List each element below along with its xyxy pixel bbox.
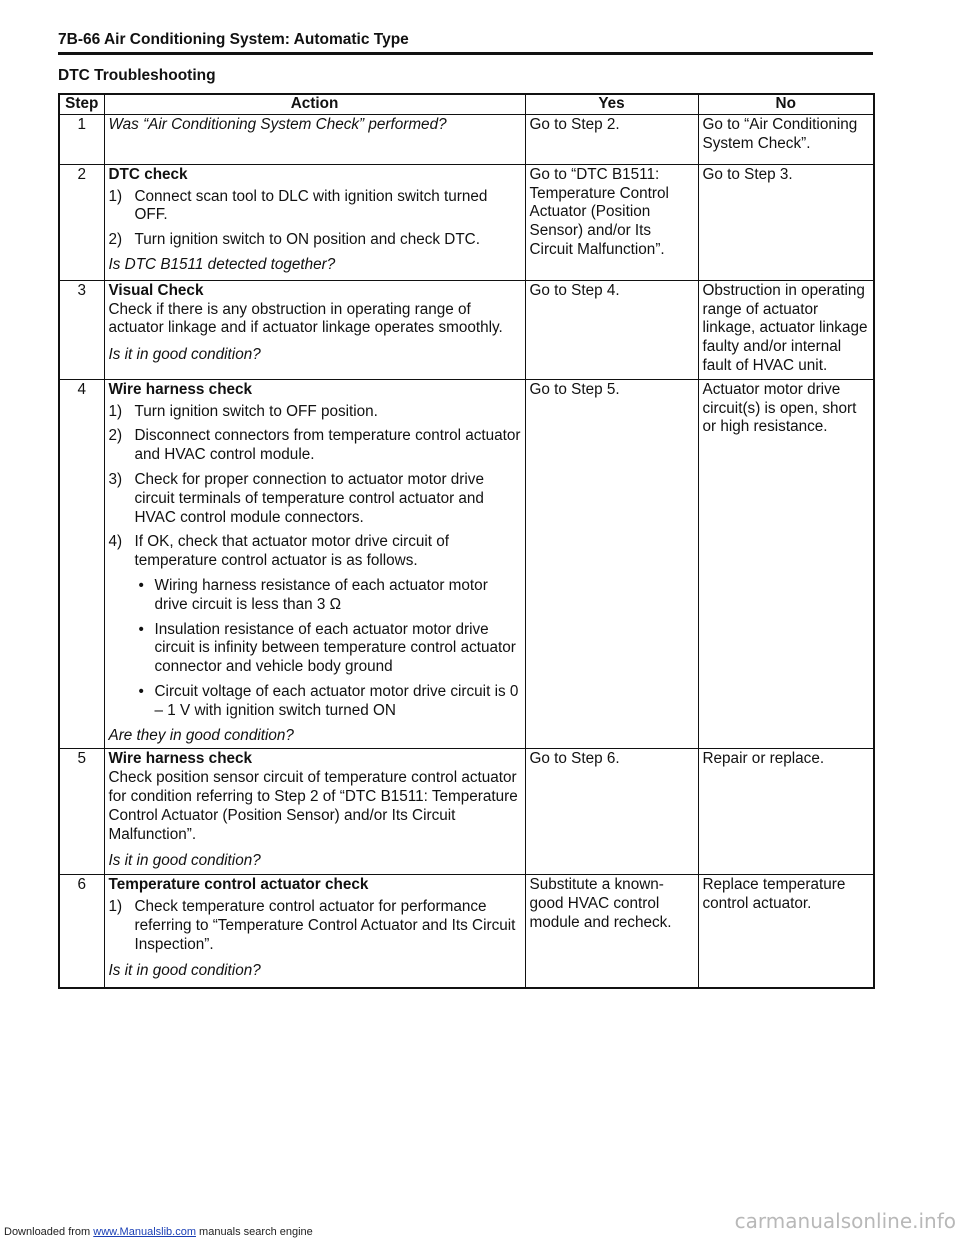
no-cell: Replace temperature control actuator.	[698, 875, 874, 988]
substep-item: 2) Disconnect connectors from temperature control actuator and HVAC control module.	[108, 427, 521, 464]
action-title: Wire harness check	[108, 380, 253, 398]
substep-list	[109, 898, 521, 954]
substep-item: 1) Turn ignition switch to OFF position.	[108, 402, 378, 420]
table-row-step-5	[59, 749, 874, 875]
action-question: Is DTC B1511 detected together?	[108, 255, 336, 273]
step-number: 6	[59, 875, 104, 988]
footer-suffix: manuals search engine	[195, 1226, 313, 1238]
action-question: Is it in good condition?	[108, 346, 261, 364]
bullet-list	[135, 577, 521, 721]
step-number: 1	[59, 114, 104, 164]
column-header-yes: Yes	[525, 94, 698, 114]
section-title: DTC Troubleshooting	[58, 67, 216, 84]
column-header-action: Action	[104, 94, 525, 114]
no-cell: Actuator motor drive circuit(s) is open, short or high resistance.	[698, 379, 874, 749]
yes-cell: Go to Step 4.	[525, 280, 698, 379]
bullet-item: • Wiring harness resistance of each actuator motor drive circuit is less than 3 Ω	[138, 576, 488, 613]
action-cell	[104, 379, 525, 749]
step-number: 3	[59, 280, 104, 379]
action-body: Check if there is any obstruction in operating range of actuator linkage and if actuator linkage operates smoothly.	[108, 300, 503, 337]
bullet-item: • Insulation resistance of each actuator motor drive circuit is infinity between temperature control actuator connector and vehicle body ground	[138, 620, 516, 676]
page-header-title: 7B-66 Air Conditioning System: Automatic Type	[58, 31, 409, 48]
no-cell: Go to Step 3.	[698, 164, 874, 280]
no-cell: Go to “Air Conditioning System Check”.	[698, 114, 874, 164]
substep-item: 3) Check for proper connection to actuator motor drive circuit terminals of temperature control actuator and HVAC control module connectors.	[108, 470, 484, 526]
action-cell	[104, 280, 525, 379]
substep-list	[109, 188, 521, 250]
yes-cell: Substitute a known-good HVAC control module and recheck.	[525, 875, 698, 988]
footer-prefix: Downloaded from	[4, 1226, 94, 1238]
table-header-row	[59, 94, 874, 114]
action-title: Visual Check	[108, 281, 204, 299]
no-cell: Obstruction in operating range of actuator linkage, actuator linkage faulty and/or internal fault of HVAC unit.	[698, 280, 874, 379]
action-question: Is it in good condition?	[108, 962, 261, 980]
table-row-step-3	[59, 280, 874, 379]
download-footer	[4, 1226, 313, 1239]
action-title: DTC check	[108, 165, 188, 183]
action-cell	[104, 164, 525, 280]
action-cell	[104, 749, 525, 875]
action-question: Are they in good condition?	[108, 726, 294, 744]
substep-item: 4) If OK, check that actuator motor drive circuit of temperature control actuator is as follows. • Wiring harness resistance of each actuator motor drive circuit is less than 3 Ω • Insulation resistance of each actuator motor drive circuit is infinity between temperature control actuator connector and vehicle body ground • Circuit voltage of each actuator motor drive circuit is 0 – 1 V with ignition switch turned ON	[109, 533, 521, 720]
table-row-step-2	[59, 164, 874, 280]
action-title: Temperature control actuator check	[108, 876, 369, 894]
action-cell	[104, 114, 525, 164]
step-number: 2	[59, 164, 104, 280]
dtc-troubleshooting-table	[58, 93, 875, 989]
step-number: 4	[59, 379, 104, 749]
substep-item: 2) Turn ignition switch to ON position and check DTC.	[108, 231, 480, 249]
yes-cell: Go to “DTC B1511: Temperature Control Actuator (Position Sensor) and/or Its Circuit Malfunction”.	[525, 164, 698, 280]
yes-cell: Go to Step 2.	[525, 114, 698, 164]
no-cell: Repair or replace.	[698, 749, 874, 875]
substep-item: 1) Check temperature control actuator for performance referring to “Temperature Control Actuator and Its Circuit Inspection”.	[108, 897, 516, 953]
column-header-no: No	[698, 94, 874, 114]
bullet-item: • Circuit voltage of each actuator motor drive circuit is 0 – 1 V with ignition switch turned ON	[138, 682, 519, 719]
action-question: Was “Air Conditioning System Check” performed?	[108, 115, 447, 133]
page-header	[58, 31, 873, 50]
watermark: carmanualsonline.info	[734, 1209, 956, 1233]
action-title: Wire harness check	[108, 750, 253, 768]
action-body: Check position sensor circuit of temperature control actuator for condition referring to Step 2 of “DTC B1511: Temperature Control Actuator (Position Sensor) and/or Its Circuit Malfunction”.	[108, 769, 518, 843]
table-row-step-6	[59, 875, 874, 988]
action-cell	[104, 875, 525, 988]
action-question: Is it in good condition?	[108, 852, 261, 870]
table-row-step-1	[59, 114, 874, 164]
yes-cell: Go to Step 6.	[525, 749, 698, 875]
yes-cell: Go to Step 5.	[525, 379, 698, 749]
header-rule	[58, 52, 873, 55]
step-number: 5	[59, 749, 104, 875]
substep-list	[109, 403, 521, 721]
manualslib-link[interactable]: www.Manualslib.com	[93, 1226, 196, 1238]
column-header-step: Step	[59, 94, 104, 114]
substep-item: 1) Connect scan tool to DLC with ignition switch turned OFF.	[108, 187, 488, 224]
table-row-step-4	[59, 379, 874, 749]
